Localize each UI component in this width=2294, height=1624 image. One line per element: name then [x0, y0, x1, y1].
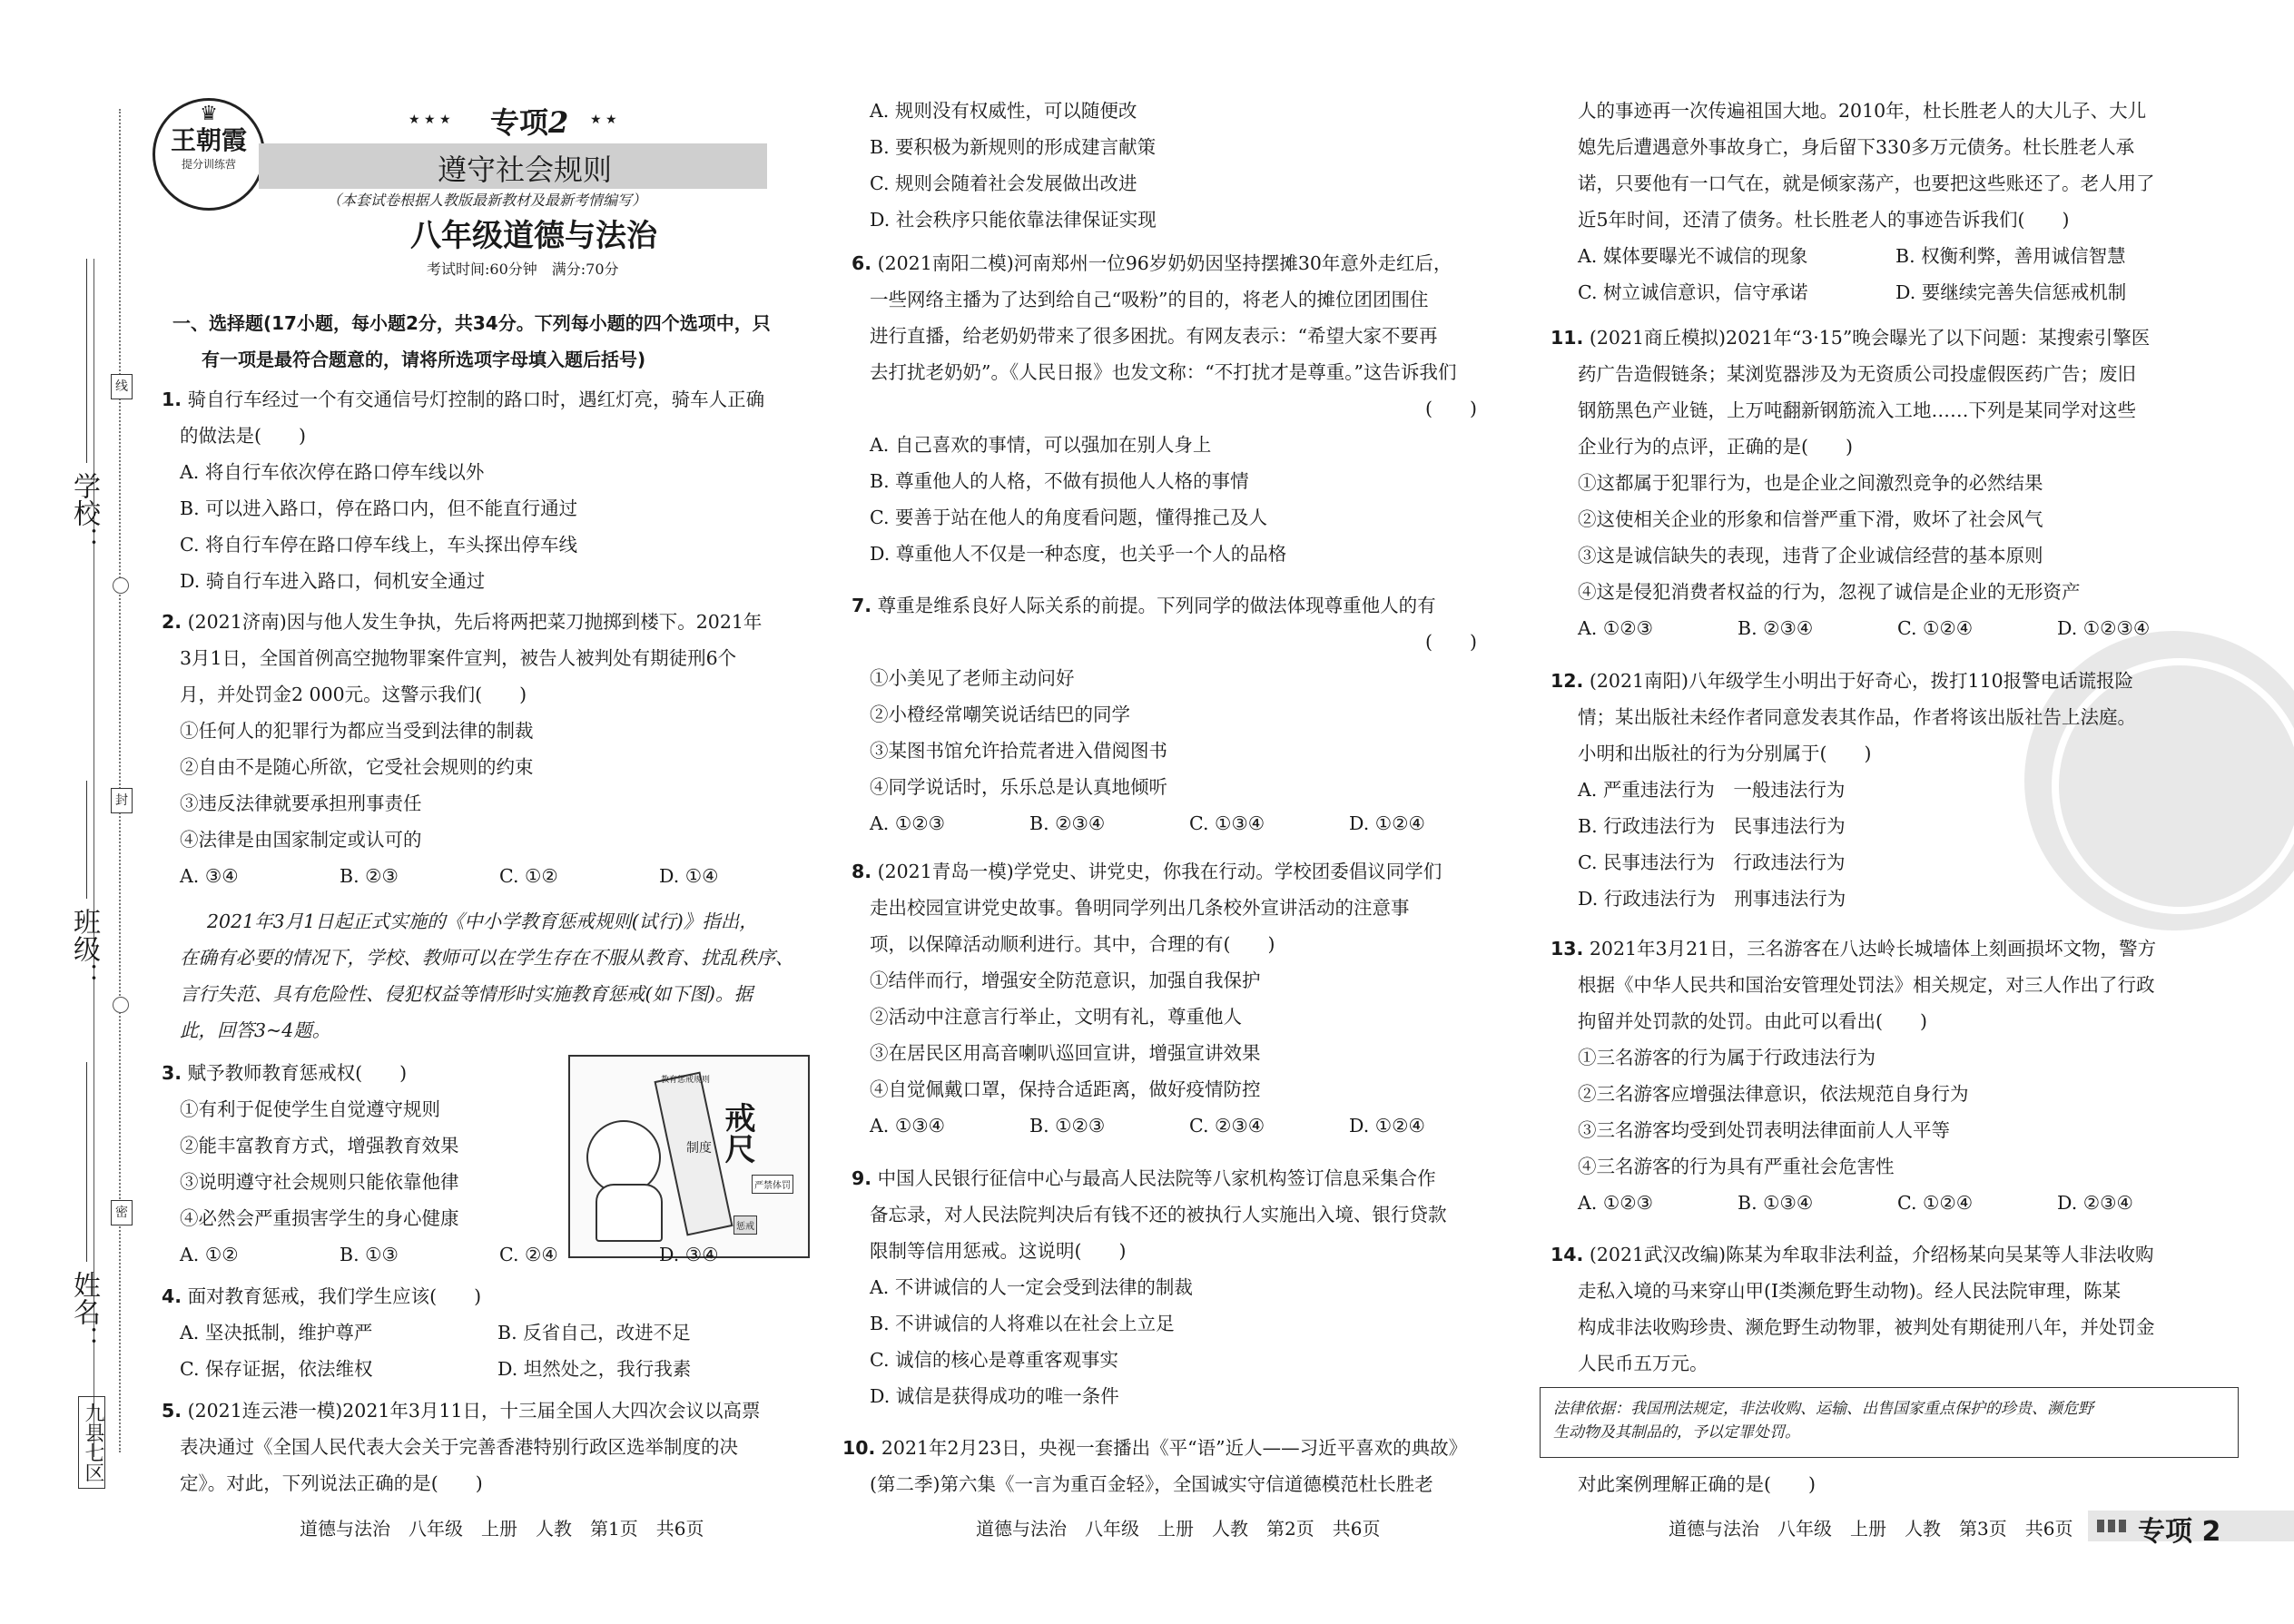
- special-stars-right: ★ ★: [590, 113, 617, 127]
- special-label-text: 专项: [490, 105, 549, 140]
- question-text: (2021济南)因与他人发生争执，先后将两把菜刀抛掷到楼下。2021年: [187, 611, 763, 633]
- option-c[interactable]: C. ①②: [499, 865, 558, 887]
- option-d[interactable]: D. 坦然处之，我行我素: [497, 1358, 692, 1380]
- question-10: [842, 1430, 1467, 1502]
- options-row: [852, 1107, 1509, 1144]
- question-number: 2.: [162, 611, 182, 633]
- question-number: 3.: [162, 1062, 182, 1084]
- hole-marker-icon: [113, 577, 129, 594]
- option-c[interactable]: C. ①②④: [1897, 617, 1974, 639]
- question-text: 项，以保障活动顺利进行。其中，合理的有( ): [870, 933, 1275, 955]
- section-heading-line1: 一、选择题(17小题，每小题2分，共34分。下列每小题的四个选项中，只: [172, 312, 771, 334]
- question-number: 9.: [852, 1167, 872, 1189]
- option-d[interactable]: D. 诚信是获得成功的唯一条件: [870, 1385, 1119, 1407]
- question-1: [162, 381, 764, 599]
- question-2: [162, 604, 819, 894]
- question-text: 小明和出版社的行为分别属于( ): [1578, 743, 1872, 764]
- statement-3: ③某图书馆允许拾荒者进入借阅图书: [870, 740, 1167, 762]
- options-row: [162, 1314, 815, 1351]
- option-a[interactable]: A. ①②③: [870, 812, 945, 834]
- question-5: [162, 1393, 761, 1501]
- question-8: [852, 853, 1509, 1144]
- question-text: 3月1日，全国首例高空抛物罪案件宣判，被告人被判处有期徒刑6个: [180, 647, 737, 669]
- question-text: 赋予教师教育惩戒权( ): [187, 1062, 408, 1084]
- option-b[interactable]: B. 尊重他人的人格，不做有损他人人格的事情: [870, 470, 1249, 492]
- question-text: 中国人民银行征信中心与最高人民法院等八家机构签订信息采集合作: [877, 1167, 1436, 1189]
- question-text: 企业行为的点评，正确的是( ): [1578, 436, 1853, 458]
- option-d[interactable]: D. ①②④: [1349, 1115, 1425, 1137]
- option-a[interactable]: A. 规则没有权威性，可以随便改: [870, 100, 1137, 122]
- option-b[interactable]: B. 要积极为新规则的形成建言献策: [870, 136, 1157, 158]
- law-basis-box: [1540, 1387, 2239, 1458]
- statement-4: ④自觉佩戴口罩，保持合适距离，做好疫情防控: [870, 1078, 1261, 1100]
- option-c[interactable]: C. ②③④: [1189, 1115, 1265, 1137]
- question-11: [1551, 320, 2217, 646]
- options-row: [1578, 274, 2213, 310]
- footer-page-2: 道德与法治 八年级 上册 人教 第2页 共6页: [976, 1518, 1381, 1540]
- statement-2: ②能丰富教育方式，增强教育效果: [180, 1135, 459, 1156]
- question-14: [1551, 1236, 2155, 1382]
- option-d[interactable]: D. ①②③④: [2057, 617, 2151, 639]
- option-c[interactable]: C. 树立诚信意识，信守承诺: [1578, 281, 1808, 303]
- option-b[interactable]: B. ②③④: [1029, 812, 1106, 834]
- option-d[interactable]: D. 骑自行车进入路口，伺机安全通过: [180, 570, 486, 592]
- option-c[interactable]: C. 规则会随着社会发展做出改进: [870, 172, 1137, 194]
- option-c[interactable]: C. 要善于站在他人的角度看问题，懂得推己及人: [870, 507, 1267, 528]
- options-row: [1551, 1185, 2217, 1221]
- class-field-line[interactable]: [86, 781, 87, 899]
- option-d[interactable]: D. 社会秩序只能依靠法律保证实现: [870, 209, 1157, 231]
- option-b[interactable]: B. 不讲诚信的人将难以在社会上立足: [870, 1313, 1175, 1334]
- cut-mark-line: 线: [111, 374, 133, 399]
- option-b[interactable]: B. ①③: [340, 1244, 399, 1265]
- option-b[interactable]: B. 可以进入路口，停在路口内，但不能直行通过: [180, 497, 578, 519]
- cartoon-label: 制度: [686, 1141, 712, 1156]
- question-3: [162, 1055, 819, 1273]
- option-d[interactable]: D. ①④: [659, 865, 719, 887]
- option-b[interactable]: B. 反省自己，改进不足: [497, 1322, 691, 1343]
- statement-1: ①任何人的犯罪行为都应当受到法律的制裁: [180, 720, 534, 742]
- question-text: 的做法是( ): [180, 425, 306, 447]
- material-passage: [180, 903, 794, 1048]
- question-text: 构成非法收购珍贵、濒危野生动物罪，被判处有期徒刑八年，并处罚金: [1578, 1316, 2155, 1338]
- question-text: (2021南阳二模)河南郑州一位96岁奶奶因坚持摆摊30年意外走红后，: [877, 252, 1452, 274]
- region-label: 九县七区: [78, 1396, 105, 1489]
- name-label: 姓名：: [68, 1271, 100, 1353]
- question-text: 表决通过《全国人民代表大会关于完善香港特别行政区选举制度的决: [180, 1436, 738, 1458]
- statement-1: ①这都属于犯罪行为，也是企业之间激烈竞争的必然结果: [1578, 472, 2043, 494]
- option-a[interactable]: A. ①②③: [1578, 617, 1653, 639]
- option-c[interactable]: C. 民事违法行为 行政违法行为: [1578, 851, 1846, 873]
- title-note: （本套试卷根据人教版最新教材及最新考情编写）: [327, 192, 647, 209]
- option-a[interactable]: A. 自己喜欢的事情，可以强加在别人身上: [870, 434, 1212, 456]
- question-text: 月，并处罚金2 000元。这警示我们( ): [180, 684, 527, 705]
- question-7: [852, 587, 1509, 842]
- options-row: [162, 858, 819, 894]
- hole-marker-icon: [113, 997, 129, 1013]
- school-field-line[interactable]: [86, 259, 87, 463]
- question-text: 走私入境的马来穿山甲(Ⅰ类濒危野生动物)。经人民法院审理，陈某: [1578, 1280, 2122, 1302]
- option-a[interactable]: A. ①③④: [870, 1115, 945, 1137]
- option-c[interactable]: C. ①②④: [1897, 1192, 1974, 1214]
- statement-4: ④这是侵犯消费者权益的行为，忽视了诚信是企业的无形资产: [1578, 581, 2081, 603]
- question-4: [162, 1278, 815, 1387]
- statement-4: ④同学说话时，乐乐总是认真地倾听: [870, 776, 1167, 798]
- question-text: (2021南阳)八年级学生小明出于好奇心，拨打110报警电话谎报险: [1589, 670, 2134, 692]
- footer-page-3: 道德与法治 八年级 上册 人教 第3页 共6页: [1669, 1518, 2073, 1540]
- special-stars-left: ★ ★ ★: [409, 113, 451, 127]
- footer-badge-dots: [2097, 1520, 2130, 1532]
- statement-1: ①小美见了老师主动问好: [870, 667, 1075, 689]
- question-text: 2021年3月21日，三名游客在八达岭长城墙体上刻画损坏文物，警方: [1589, 938, 2157, 960]
- statement-3: ③违反法律就要承担刑事责任: [180, 792, 422, 814]
- section-heading: [172, 305, 771, 378]
- question-text: 骑自行车经过一个有交通信号灯控制的路口时，遇红灯亮，骑车人正确: [187, 389, 765, 410]
- question-text: 走出校园宣讲党史故事。鲁明同学列出几条校外宣讲活动的注意事: [870, 897, 1410, 919]
- question-9: [852, 1160, 1447, 1414]
- special-number: 2: [548, 105, 569, 140]
- option-c[interactable]: C. 将自行车停在路口停车线上，车头探出停车线: [180, 534, 577, 556]
- statement-1: ①三名游客的行为属于行政违法行为: [1578, 1047, 1876, 1068]
- statement-2: ②小橙经常嘲笑说话结巴的同学: [870, 704, 1130, 725]
- options-row: [1578, 238, 2213, 274]
- logo-text: 王朝霞: [170, 125, 247, 155]
- question-number: 13.: [1551, 938, 1584, 960]
- question-text: 情；某出版社未经作者同意发表其作品，作者将该出版社告上法庭。: [1578, 706, 2136, 728]
- statement-1: ①有利于促使学生自觉遵守规则: [180, 1098, 440, 1120]
- question-number: 10.: [842, 1437, 876, 1459]
- option-a[interactable]: A. ①②: [180, 1244, 239, 1265]
- subject-title: 八年级道德与法治: [410, 218, 657, 254]
- material-line: 在确有必要的情况下，学校、教师可以在学生存在不服从教育、扰乱秩序、: [180, 947, 794, 969]
- question-6: [852, 245, 1477, 572]
- name-field-line[interactable]: [86, 1062, 87, 1262]
- statement-2: ②活动中注意言行举止，文明有礼，尊重他人: [870, 1006, 1242, 1028]
- statement-3: ③说明遵守社会规则只能依靠他律: [180, 1171, 459, 1193]
- question-text: (第二季)第六集《一言为重百金轻》，全国诚实守信道德模范杜长胜老: [870, 1473, 1433, 1495]
- question-number: 8.: [852, 861, 872, 882]
- question-text: 药广告造假链条；某浏览器涉及为无资质公司投虚假医药广告；废旧: [1578, 363, 2136, 385]
- cut-dotted-line: [119, 109, 121, 1452]
- question-text: 备忘录，对人民法院判决后有钱不还的被执行人实施出入境、银行贷款: [870, 1204, 1447, 1225]
- question-number: 1.: [162, 389, 182, 410]
- option-b[interactable]: B. 权衡利弊，善用诚信智慧: [1895, 245, 2126, 267]
- option-c[interactable]: C. ①③④: [1189, 812, 1265, 834]
- question-number: 11.: [1551, 327, 1584, 349]
- option-b[interactable]: B. 行政违法行为 民事违法行为: [1578, 815, 1846, 837]
- question-text: 面对教育惩戒，我们学生应该( ): [187, 1285, 482, 1307]
- answer-bracket[interactable]: ( ): [1425, 398, 1477, 419]
- question-number: 12.: [1551, 670, 1584, 692]
- option-c[interactable]: C. 诚信的核心是尊重客观事实: [870, 1349, 1118, 1371]
- question-text: 近5年时间，还清了债务。杜长胜老人的事迹告诉我们( ): [1578, 209, 2070, 231]
- statement-3: ③这是诚信缺失的表现，违背了企业诚信经营的基本原则: [1578, 545, 2043, 566]
- option-a[interactable]: A. 坚决抵制，维护尊严: [180, 1322, 373, 1343]
- material-line: 言行失范、具有危险性、侵犯权益等情形时实施教育惩戒(如下图)。据: [180, 983, 753, 1005]
- question-text: 人民币五万元。: [1578, 1353, 1708, 1374]
- material-line: 2021年3月1日起正式实施的《中小学教育惩戒规则(试行)》指出，: [207, 910, 758, 932]
- option-c[interactable]: C. ②④: [499, 1244, 558, 1265]
- cut-mark-secret: 密: [111, 1200, 133, 1225]
- question-text: 定》。对此，下列说法正确的是( ): [180, 1472, 483, 1494]
- question-number: 5.: [162, 1400, 182, 1422]
- law-basis-line: 生动物及其制品的，予以定罪处罚。: [1553, 1423, 1800, 1442]
- question-10-continued: [1578, 93, 2213, 310]
- question-12: [1551, 663, 2136, 917]
- footer-page-1: 道德与法治 八年级 上册 人教 第1页 共6页: [300, 1518, 704, 1540]
- statement-2: ②自由不是随心所欲，它受社会规则的约束: [180, 756, 534, 778]
- law-basis-line: 法律依据：我国刑法规定，非法收购、运输、出售国家重点保护的珍贵、濒危野: [1553, 1400, 2093, 1418]
- option-d[interactable]: D. ③④: [659, 1244, 719, 1265]
- school-label: 学校：: [68, 472, 100, 554]
- option-a[interactable]: A. 不讲诚信的人一定会受到法律的制裁: [870, 1276, 1193, 1298]
- question-text: 限制等信用惩戒。这说明( ): [870, 1240, 1127, 1262]
- options-row: [162, 1351, 815, 1387]
- question-text: (2021连云港一模)2021年3月11日，十三届全国人大四次会议以高票: [187, 1400, 761, 1422]
- cartoon-label: 严禁体罚: [752, 1175, 793, 1194]
- question-number: 4.: [162, 1285, 182, 1307]
- question-text: 钢筋黑色产业链，上万吨翻新钢筋流入工地……下列是某同学对这些: [1578, 399, 2136, 421]
- question-text: (2021武汉改编)陈某为牟取非法利益，介绍杨某向吴某等人非法收购: [1589, 1244, 2154, 1265]
- option-a[interactable]: A. ③④: [180, 865, 239, 887]
- option-d[interactable]: D. 要继续完善失信惩戒机制: [1895, 281, 2127, 303]
- option-d[interactable]: D. 行政违法行为 刑事违法行为: [1578, 888, 1846, 910]
- option-b[interactable]: B. ②③: [340, 865, 399, 887]
- question-text: (2021青岛一模)学党史、讲党史，你我在行动。学校团委倡议同学们: [877, 861, 1442, 882]
- question-14-prompt: 对此案例理解正确的是( ): [1578, 1473, 1816, 1495]
- option-b[interactable]: B. ①③④: [1738, 1192, 1814, 1214]
- statement-3: ③在居民区用高音喇叭巡回宣讲，增强宣讲效果: [870, 1042, 1261, 1064]
- ruler-label: 戒尺: [719, 1102, 755, 1164]
- section-heading-line2: 有一项是最符合题意的，请将所选项字母填入题后括号): [202, 349, 646, 370]
- page-title: 遵守社会规则: [438, 153, 613, 187]
- option-d[interactable]: D. ②③④: [2057, 1192, 2133, 1214]
- question-text: 根据《中华人民共和国治安管理处罚法》相关规定，对三人作出了行政: [1578, 974, 2155, 996]
- question-text: 2021年2月23日，央视一套播出《平“语”近人——习近平喜欢的典故》: [881, 1437, 1468, 1459]
- question-text: 人的事迹再一次传遍祖国大地。2010年，杜长胜老人的大儿子、大儿: [1578, 100, 2147, 122]
- option-c[interactable]: C. 保存证据，依法维权: [180, 1358, 373, 1380]
- option-b[interactable]: B. ②③④: [1738, 617, 1814, 639]
- option-b[interactable]: B. ①②③: [1029, 1115, 1106, 1137]
- brand-logo: [153, 98, 265, 211]
- option-a[interactable]: A. 将自行车依次停在路口停车线以外: [180, 461, 485, 483]
- question-text: 进行直播，给老奶奶带来了很多困扰。有网友表示：“希望大家不要再: [870, 325, 1438, 347]
- statement-4: ④三名游客的行为具有严重社会危害性: [1578, 1156, 1895, 1177]
- question-text: 拘留并处罚款的处罚。由此可以看出( ): [1578, 1010, 1927, 1032]
- crown-icon: ♛: [200, 103, 218, 125]
- question-text: 诺，只要他有一口气在，就是倾家荡产，也要把这些账还了。老人用了: [1578, 172, 2155, 194]
- question-text: (2021商丘模拟)2021年“3·15”晚会曝光了以下问题：某搜索引擎医: [1589, 327, 2151, 349]
- option-a[interactable]: A. 严重违法行为 一般违法行为: [1578, 779, 1846, 801]
- option-a[interactable]: A. 媒体要曝光不诚信的现象: [1578, 245, 1808, 267]
- options-row: [852, 805, 1509, 842]
- question-text: 一些网络主播为了达到给自己“吸粉”的目的，将老人的摊位团团围住: [870, 289, 1429, 310]
- question-text: 去打扰老奶奶”。《人民日报》也发文称：“不打扰才是尊重。”这告诉我们: [870, 361, 1457, 383]
- option-a[interactable]: A. ①②③: [1578, 1192, 1653, 1214]
- statement-3: ③三名游客均受到处罚表明法律面前人人平等: [1578, 1119, 1950, 1141]
- statement-2: ②三名游客应增强法律意识，依法规范自身行为: [1578, 1083, 1969, 1105]
- question-number: 6.: [852, 252, 872, 274]
- statement-2: ②这使相关企业的形象和信誉严重下滑，败坏了社会风气: [1578, 508, 2043, 530]
- question-5-options: [870, 93, 1157, 238]
- footer-badge: 专项 2: [2138, 1516, 2221, 1548]
- question-text: 尊重是维系良好人际关系的前提。下列同学的做法体现尊重他人的有: [877, 595, 1436, 616]
- class-label: 班级：: [68, 908, 100, 989]
- question-number: 7.: [852, 595, 872, 616]
- logo-sub: 提分训练营: [181, 158, 236, 171]
- question-13: [1551, 930, 2217, 1221]
- option-d[interactable]: D. ①②④: [1349, 812, 1425, 834]
- question-number: 14.: [1551, 1244, 1584, 1265]
- options-row: [162, 1236, 819, 1273]
- answer-bracket[interactable]: ( ): [1425, 631, 1477, 653]
- statement-4: ④必然会严重损害学生的身心健康: [180, 1207, 459, 1229]
- statement-1: ①结伴而行，增强安全防范意识，加强自我保护: [870, 969, 1261, 991]
- cartoon-label: 惩戒: [733, 1216, 757, 1235]
- special-label: [490, 100, 568, 142]
- cut-mark-seal: 封: [111, 788, 133, 813]
- material-line: 此，回答3~4题。: [180, 1019, 331, 1041]
- option-d[interactable]: D. 尊重他人不仅是一种态度，也关乎一个人的品格: [870, 543, 1287, 565]
- exam-info: 考试时间:60分钟 满分:70分: [427, 261, 619, 278]
- question-text: 媳先后遭遇意外事故身亡，身后留下330多万元债务。杜长胜老人承: [1578, 136, 2135, 158]
- statement-4: ④法律是由国家制定或认可的: [180, 829, 422, 851]
- options-row: [1551, 610, 2217, 646]
- cartoon-label: 教育惩戒规则: [661, 1076, 711, 1085]
